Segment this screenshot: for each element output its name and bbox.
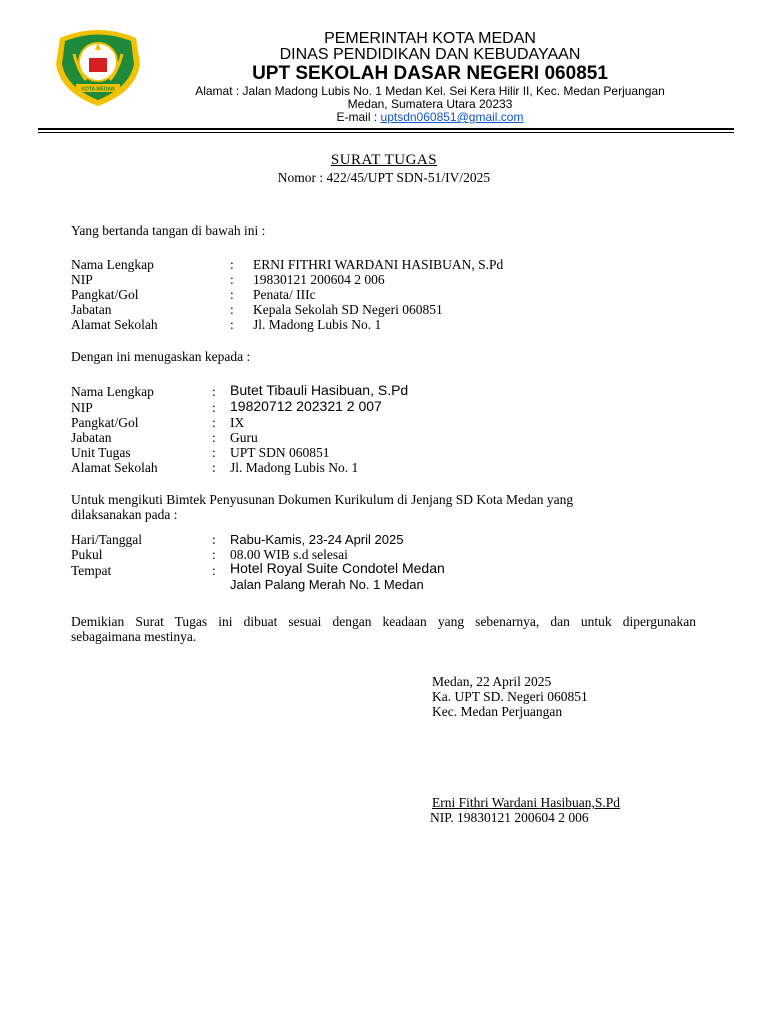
colon: : xyxy=(230,272,234,287)
assignee-nip-value: 19820712 202321 2 007 xyxy=(230,398,382,414)
city-emblem-logo xyxy=(52,24,144,108)
signature-name: Erni Fithri Wardani Hasibuan,S.Pd xyxy=(432,795,621,810)
event-place-label: Tempat xyxy=(71,563,112,578)
assignee-address-value: Jl. Madong Lubis No. 1 xyxy=(230,460,359,475)
assignee-name-label: Nama Lengkap xyxy=(71,384,154,399)
email-label: E-mail : xyxy=(336,110,381,124)
event-day-label: Hari/Tanggal xyxy=(71,532,143,547)
header-divider-thick xyxy=(38,128,734,130)
closing-line1: Demikian Surat Tugas ini dibuat sesuai dengan keadaan yang sebenarnya, dan untuk dipergunakan xyxy=(71,614,696,629)
event-day-value: Rabu-Kamis, 23-24 April 2025 xyxy=(230,532,404,547)
closing-paragraph xyxy=(71,614,696,644)
header-line-department: DINAS PENDIDIKAN DAN KEBUDAYAAN xyxy=(279,46,581,63)
assignee-position-label: Jabatan xyxy=(71,430,112,445)
colon: : xyxy=(230,287,234,302)
event-time-value: 08.00 WIB s.d selesai xyxy=(230,547,348,562)
colon: : xyxy=(212,415,216,430)
colon: : xyxy=(212,563,216,578)
signature-place-date: Medan, 22 April 2025 xyxy=(432,674,552,689)
email-link[interactable]: uptsdn060851@gmail.com xyxy=(380,110,524,124)
header-line-government: PEMERINTAH KOTA MEDAN xyxy=(324,30,536,47)
header-school-name: UPT SEKOLAH DASAR NEGERI 060851 xyxy=(252,63,608,84)
signer-name-label: Nama Lengkap xyxy=(71,257,154,272)
assign-intro-text: Dengan ini menugaskan kepada : xyxy=(71,349,251,364)
signer-nip-value: 19830121 200604 2 006 xyxy=(253,272,385,287)
header-address-line2: Medan, Sumatera Utara 20233 xyxy=(347,97,513,111)
signature-title-line1: Ka. UPT SD. Negeri 060851 xyxy=(432,689,588,704)
signer-address-value: Jl. Madong Lubis No. 1 xyxy=(253,317,382,332)
header-divider-thin xyxy=(38,132,734,133)
assignee-rank-label: Pangkat/Gol xyxy=(71,415,139,430)
logo-caption: KOTA MEDAN xyxy=(81,86,115,93)
assignee-nip-label: NIP xyxy=(71,400,93,415)
event-time-label: Pukul xyxy=(71,547,103,562)
signature-title-line2: Kec. Medan Perjuangan xyxy=(432,704,563,719)
header-email-line xyxy=(160,110,700,124)
signer-address-label: Alamat Sekolah xyxy=(71,317,158,332)
signature-nip: NIP. 19830121 200604 2 006 xyxy=(430,810,589,825)
colon: : xyxy=(212,430,216,445)
header-address-line1: Alamat : Jalan Madong Lubis No. 1 Medan Kel. Sei Kera Hilir II, Kec. Medan Perjuangan xyxy=(195,84,665,98)
event-place-value: Hotel Royal Suite Condotel Medan xyxy=(230,560,445,576)
colon: : xyxy=(230,302,234,317)
letter-title: SURAT TUGAS xyxy=(330,152,438,168)
assignee-rank-value: IX xyxy=(230,415,245,430)
colon: : xyxy=(230,257,234,272)
signer-nip-label: NIP xyxy=(71,272,93,287)
signer-position-label: Jabatan xyxy=(71,302,112,317)
assignee-unit-value: UPT SDN 060851 xyxy=(230,445,330,460)
closing-line2: sebagaimana mestinya. xyxy=(71,629,197,644)
colon: : xyxy=(212,384,216,399)
colon: : xyxy=(212,400,216,415)
letter-number: Nomor : 422/45/UPT SDN-51/IV/2025 xyxy=(277,170,491,185)
colon: : xyxy=(212,460,216,475)
signer-rank-value: Penata/ IIIc xyxy=(253,287,316,302)
colon: : xyxy=(212,547,216,562)
purpose-line1: Untuk mengikuti Bimtek Penyusunan Dokumen Kurikulum di Jenjang SD Kota Medan yang xyxy=(71,492,574,507)
signer-position-value: Kepala Sekolah SD Negeri 060851 xyxy=(253,302,443,317)
assignee-position-value: Guru xyxy=(230,430,258,445)
intro-text: Yang bertanda tangan di bawah ini : xyxy=(71,223,266,238)
colon: : xyxy=(212,532,216,547)
assignee-name-value: Butet Tibauli Hasibuan, S.Pd xyxy=(230,382,409,398)
purpose-line2: dilaksanakan pada : xyxy=(71,507,178,522)
colon: : xyxy=(230,317,234,332)
assignee-unit-label: Unit Tugas xyxy=(71,445,131,460)
event-place-address: Jalan Palang Merah No. 1 Medan xyxy=(230,577,424,592)
assignee-address-label: Alamat Sekolah xyxy=(71,460,158,475)
signer-name-value: ERNI FITHRI WARDANI HASIBUAN, S.Pd xyxy=(253,257,504,272)
signer-rank-label: Pangkat/Gol xyxy=(71,287,139,302)
colon: : xyxy=(212,445,216,460)
